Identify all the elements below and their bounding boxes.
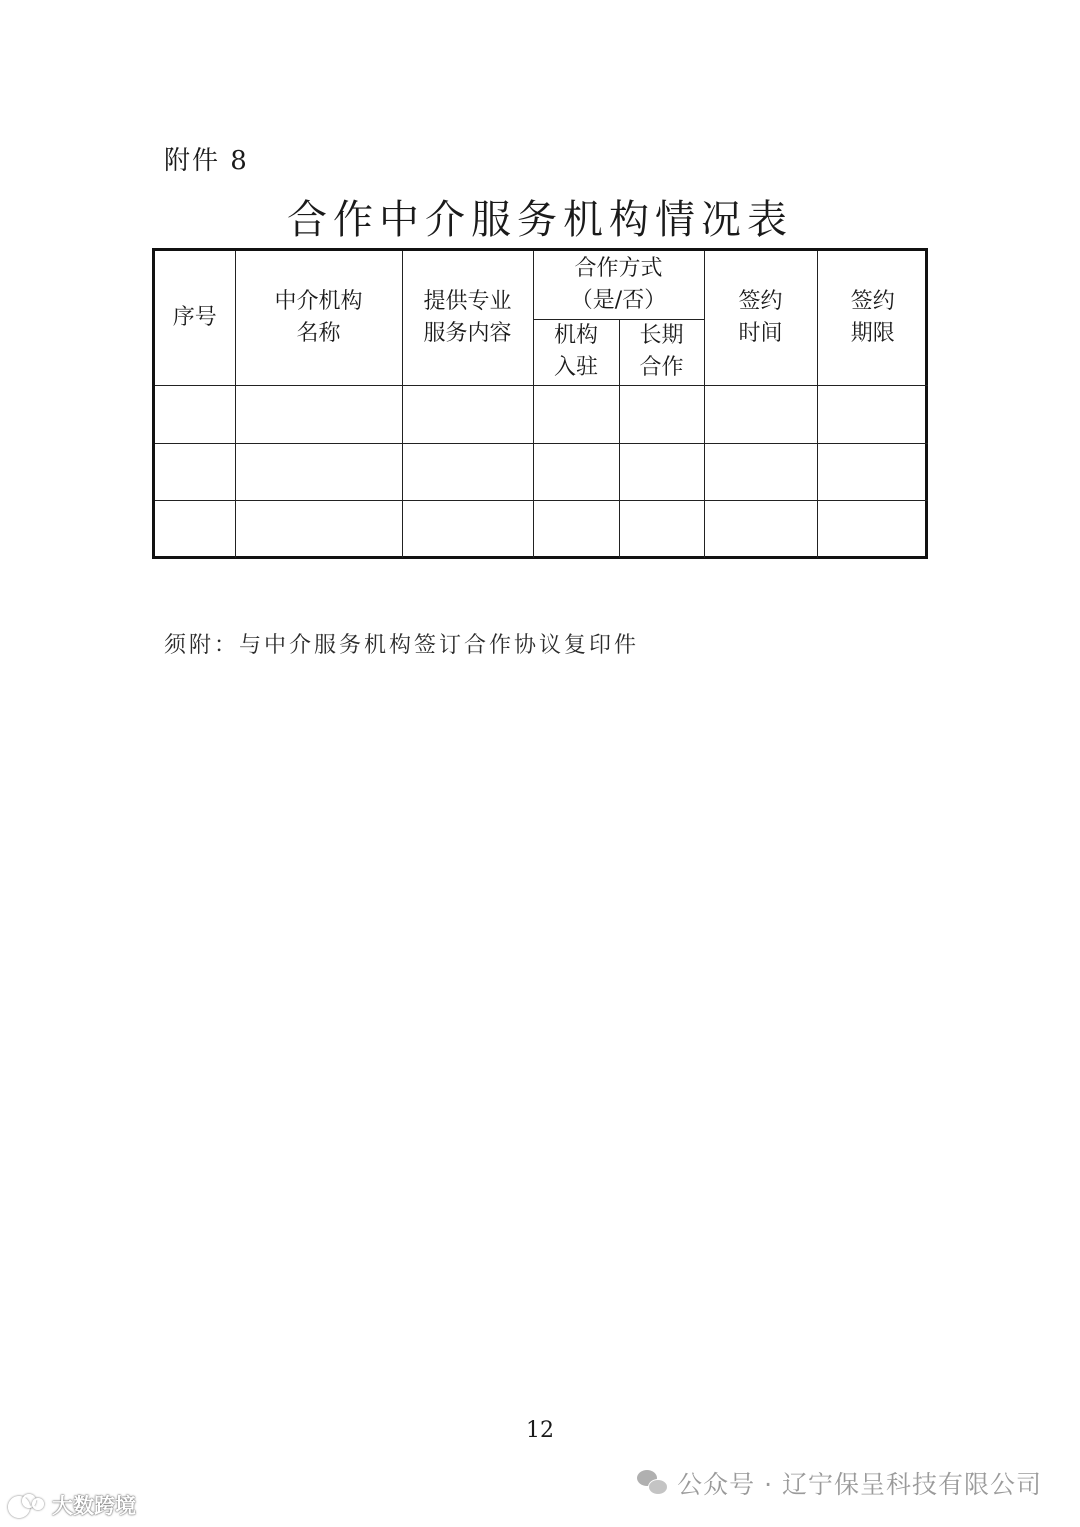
header-org-name: 中介机构 名称 <box>235 251 402 385</box>
table-cell <box>533 385 619 443</box>
table-cell <box>235 385 402 443</box>
header-sign-time: 签约 时间 <box>704 251 817 385</box>
table-row <box>155 443 928 500</box>
header-coop-mode: 合作方式 （是/否） <box>533 251 704 319</box>
header-coop-sub-institution: 机构 入驻 <box>533 319 619 385</box>
wechat-watermark-text: 公众号 · 辽宁保呈科技有限公司 <box>677 1470 1042 1499</box>
table-cell <box>402 443 533 500</box>
table-cell <box>817 443 928 500</box>
header-seq: 序号 <box>155 251 235 385</box>
table-cell <box>704 443 817 500</box>
footnote: 须附：与中介服务机构签订合作协议复印件 <box>164 633 640 658</box>
table-cell <box>155 443 235 500</box>
table-cell <box>402 385 533 443</box>
header-service-content: 提供专业 服务内容 <box>402 251 533 385</box>
table-cell <box>704 500 817 558</box>
document-title: 合作中介服务机构情况表 <box>287 197 793 243</box>
table-row <box>155 500 928 558</box>
table-cell <box>533 500 619 558</box>
table-cell <box>619 500 704 558</box>
table-cell <box>155 385 235 443</box>
table-cell <box>235 443 402 500</box>
table-row <box>155 385 928 443</box>
table-cell <box>155 500 235 558</box>
table-cell <box>817 500 928 558</box>
weibo-icon <box>8 1492 46 1518</box>
org-table <box>155 251 928 558</box>
table-cell <box>235 500 402 558</box>
attachment-label: 附件 8 <box>164 146 249 176</box>
table-cell <box>704 385 817 443</box>
table-cell <box>402 500 533 558</box>
table-cell <box>817 385 928 443</box>
header-coop-sub-longterm: 长期 合作 <box>619 319 704 385</box>
table-cell <box>619 443 704 500</box>
table-cell <box>619 385 704 443</box>
wechat-watermark <box>637 1465 1042 1501</box>
wechat-icon <box>637 1470 667 1496</box>
org-table-container <box>152 248 928 559</box>
page-number: 12 <box>526 1418 554 1443</box>
table-cell <box>533 443 619 500</box>
weibo-watermark <box>8 1490 136 1520</box>
weibo-watermark-text: 大数跨境 <box>52 1494 136 1518</box>
header-sign-term: 签约 期限 <box>817 251 928 385</box>
